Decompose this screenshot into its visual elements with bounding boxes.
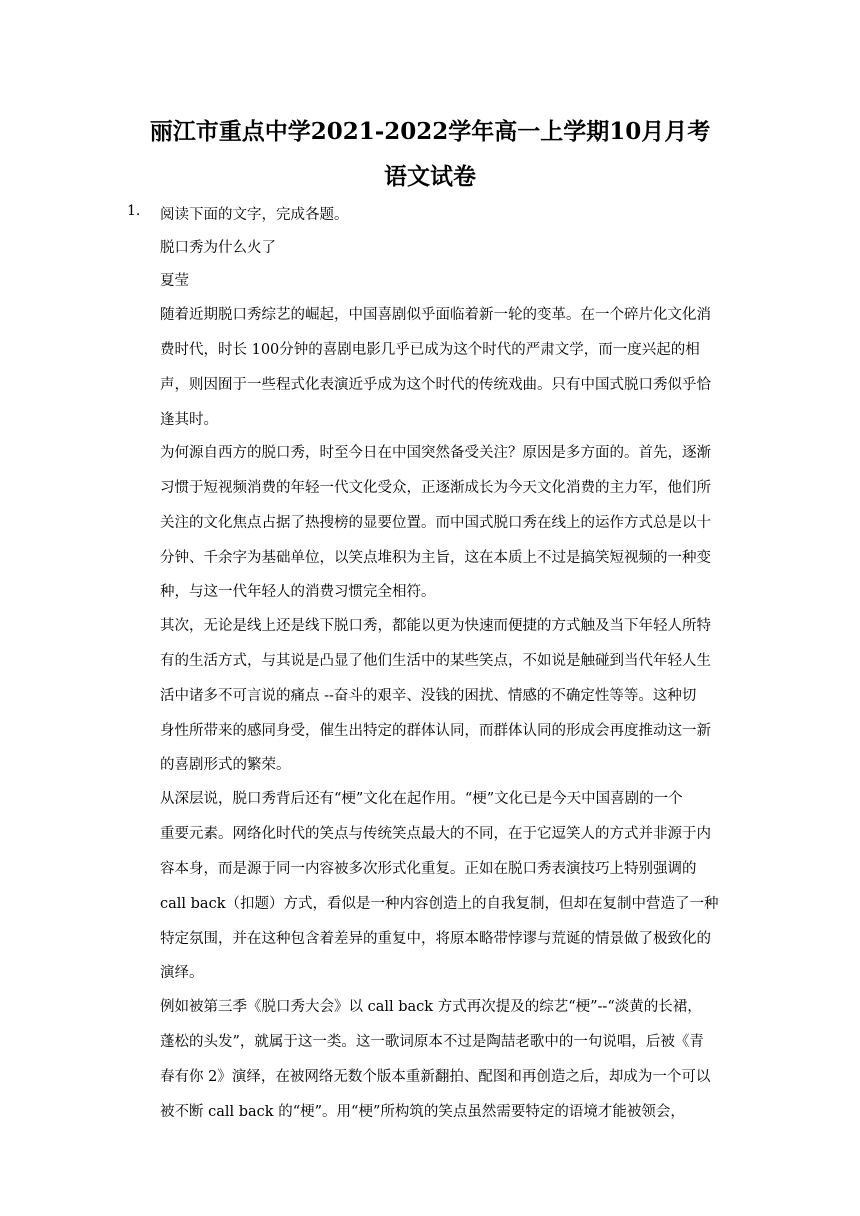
text-line: 脱口秀为什么火了 — [160, 240, 276, 256]
text-line: 分钟、千余字为基础单位，以笑点堆积为主旨，这在本质上不过是搞笑短视频的一种变 — [160, 550, 711, 566]
text-line: 被不断 call back 的“梗”。用“梗”所构筑的笑点虽然需要特定的语境才能被领会， — [160, 1104, 685, 1120]
text-line: 容本身，而是源于同一内容被多次形式化重复。正如在脱口秀表演技巧上特别强调的 — [160, 861, 697, 877]
text-line: 费时代，时长 100分钟的喜剧电影几乎已成为这个时代的严肃文学，而一度兴起的相 — [160, 342, 700, 358]
text-line: 春有你 2》演绎，在被网络无数个版本重新翻拍、配图和再创造之后，却成为一个可以 — [160, 1069, 711, 1085]
text-line: 重要元素。网络化时代的笑点与传统笑点最大的不同，在于它逗笑人的方式并非源于内 — [160, 826, 711, 842]
text-line: 从深层说，脱口秀背后还有“梗”文化在起作用。“梗”文化已是今天中国喜剧的一个 — [160, 791, 683, 807]
text-line: 演绎。 — [160, 965, 204, 981]
text-line: 身性所带来的感同身受，催生出特定的群体认同，而群体认同的形成会再度推动这一新 — [160, 723, 711, 739]
document-title: 丽江市重点中学2021-2022学年高一上学期10月月考 — [149, 118, 711, 145]
text-line: call back（扣题）方式，看似是一种内容创造上的自我复制，但却在复制中营造了一种 — [160, 896, 719, 912]
text-line: 逢其时。 — [160, 412, 218, 428]
document-subtitle: 语文试卷 — [384, 163, 476, 190]
text-line: 其次，无论是线上还是线下脱口秀，都能以更为快速而便捷的方式触及当下年轻人所特 — [160, 618, 711, 634]
question-number: 1. — [127, 203, 141, 219]
text-line: 的喜剧形式的繁荣。 — [160, 757, 291, 773]
text-line: 例如被第三季《脱口秀大会》以 call back 方式再次提及的综艺“梗”--“淡黄的长裙， — [160, 999, 702, 1015]
text-line: 活中诸多不可言说的痛点 --奋斗的艰辛、没钱的困扰、情感的不确定性等等。这种切 — [160, 688, 697, 704]
text-line: 声，则因囿于一些程式化表演近乎成为这个时代的传统戏曲。只有中国式脱口秀似乎恰 — [160, 377, 711, 393]
text-line: 种，与这一代年轻人的消费习惯完全相符。 — [160, 584, 436, 600]
text-line: 夏莹 — [160, 273, 189, 289]
text-line: 为何源自西方的脱口秀，时至今日在中国突然备受关注？原因是多方面的。首先，逐渐 — [160, 445, 711, 461]
text-line: 关注的文化焦点占据了热搜榜的显要位置。而中国式脱口秀在线上的运作方式总是以十 — [160, 515, 711, 531]
text-line: 蓬松的头发”，就属于这一类。这一歌词原本不过是陶喆老歌中的一句说唱，后被《青 — [160, 1034, 704, 1050]
text-line: 有的生活方式，与其说是凸显了他们生活中的某些笑点，不如说是触碰到当代年轻人生 — [160, 653, 711, 669]
text-line: 习惯于短视频消费的年轻一代文化受众，正逐渐成长为今天文化消费的主力军，他们所 — [160, 480, 711, 496]
text-line: 特定氛围，并在这种包含着差异的重复中，将原本略带悖谬与荒诞的情景做了极致化的 — [160, 931, 711, 947]
text-line: 随着近期脱口秀综艺的崛起，中国喜剧似乎面临着新一轮的变革。在一个碎片化文化消 — [160, 307, 711, 323]
text-line: 阅读下面的文字，完成各题。 — [160, 207, 349, 223]
